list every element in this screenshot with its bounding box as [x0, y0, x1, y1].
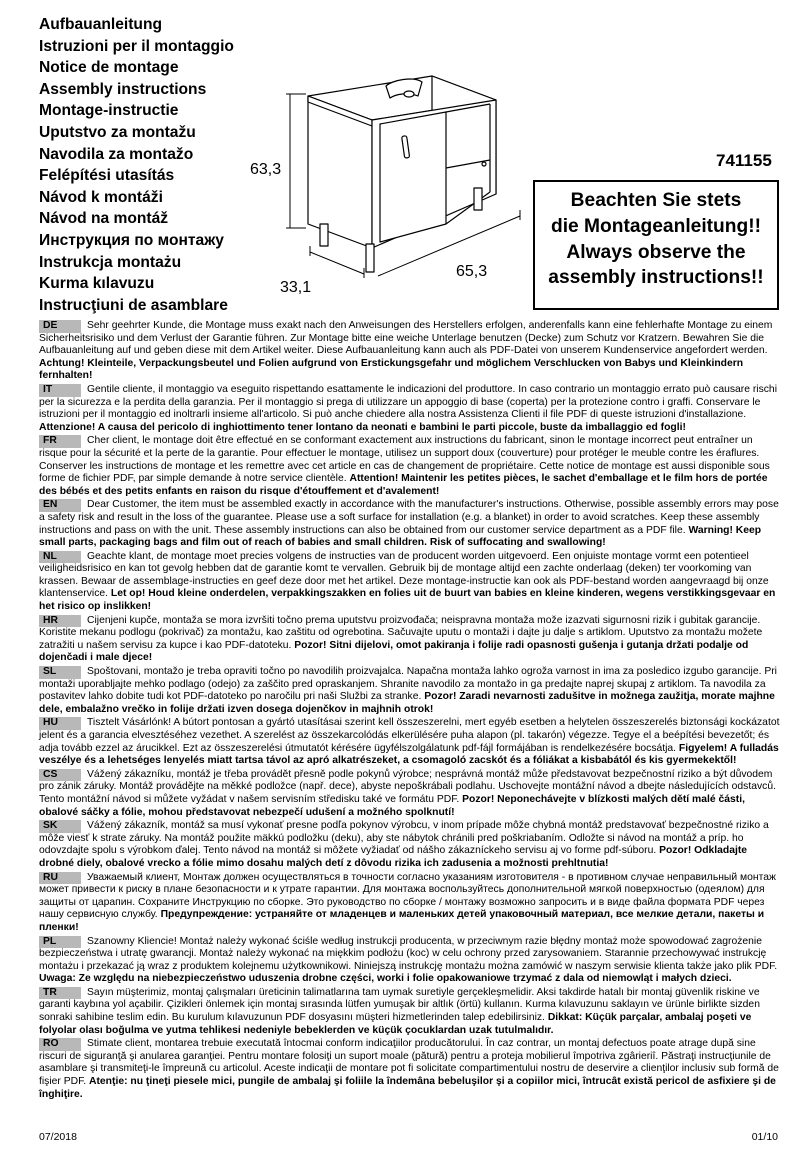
section-text: Szanowny Kliencie! Montaż należy wykonać ściśle według instrukcji producenta, w przeciwnym razie błędny montaż może spowodować zagrożenie bezpieczeństwa i utratę gwarancji. Montaż należy wykonać na miękkim podłożu (koc) w celu ochrony przed zarysowaniem. Starannie przechowywać instrukcję montażu i przekazać ją wraz z produktem kolejnemu użytkownikowi. Niniejszą instrukcję montażu można zamówić w naszym serwisie klienta także jako plik PDF.: [39, 935, 778, 972]
lang-tag: RO: [39, 1038, 81, 1051]
section-warning: Uwaga: Ze względu na niebezpieczeństwo uduszenia drobne części, worki i folie opakowaniowe trzymać z dala od niemowląt i małych dzieci.: [39, 973, 732, 985]
section-text: Tisztelt Vásárlónk! A bútort pontosan a gyártó utasításai szerint kell összeszerelni, mert egyéb esetben a helytelen összeszerelés biztonsági kockázatot jelent és a garancia elvesztéséhez vezethet. A szerelést az összekarcolódás elkerülésére puha alapon (pl. takarón) végezze. Tegye el a beépítési bevezetőt; és adja tovább ezzel az árucikkel. Ezt az összeszerelési útmutatót kérésére ügyfélszolgálatunk pdf-fájl formájában is rendelkezésére bocsátja.: [39, 717, 780, 754]
lang-tag: FR: [39, 435, 81, 448]
footer-date: 07/2018: [39, 1131, 77, 1143]
section-ro: [39, 1038, 781, 1101]
door: [380, 112, 446, 242]
notice-line: assembly instructions!!: [548, 267, 764, 289]
section-ru: [39, 872, 781, 935]
section-warning: Achtung! Kleinteile, Verpackungsbeutel und Folien aufgrund von Erstickungsgefahr und möglichem Verschlucken von Babys und Kleinkindern fernhalten!: [39, 357, 744, 382]
title-nl: Montage-instructie: [39, 102, 179, 120]
section-hr: [39, 615, 781, 665]
title-sk: Návod na montáž: [39, 210, 169, 228]
lang-tag: SK: [39, 820, 81, 833]
section-warning: Pozor! Neponechávejte v blízkosti malých dětí malé části, obalové sáčky a fólie, mohou představovat nebezpečí udušení a možného spolknutí!: [39, 793, 745, 818]
lang-tag: PL: [39, 936, 81, 949]
title-it: Istruzioni per il montaggio: [39, 37, 234, 55]
section-text: Cijenjeni kupče, montaža se mora izvršiti točno prema uputstvu proizvođača; neispravna montaža može izazvati sigurnosni rizik i gubitak garancije. Koristite mekanu podlogu (pokrivač) za montažu, kao zaštitu od ogrebotina. Sačuvajte uputu o montaži i dajte ju dalje s artiklom. Uputstvo za montažu možete zatražiti u našem servisu za kupce i kao PDF-datoteku.: [39, 614, 763, 651]
notice-box: [533, 180, 779, 310]
section-pl: [39, 936, 781, 986]
notice-line: die Montageanleitung!!: [551, 215, 761, 237]
section-warning: Attention! Maintenir les petites pièces, le sachet d'emballage et le film hors de portée des bébés et des petits enfants en raison du risque d'étouffement et d'avalement!: [39, 473, 768, 497]
section-sl: [39, 666, 781, 716]
section-warning: Предупреждение: устраняйте от младенцев и маленьких детей упаковочный материал, все мелкие детали, пакеты и пленки!: [39, 909, 765, 933]
section-text: Cher client, le montage doit être effectué en se conformant exactement aux instructions du fabricant, sinon le montage incorrect peut entraîner un risque pour la sécurité et la perte de la garantie. Pour effectuer le montage, utilisez un support doux (couverture) pour protéger le meuble contre les éraflures. Conserver les instructions de montage et les remettre avec cet article en cas de changement de propriétaire. Cette notice de montage est aussi disponible sous forme de fichier PDF, par simple demande à notre service clientèle.: [39, 435, 770, 485]
title-ru: Инструкция по монтажу: [39, 231, 224, 249]
title-sl: Navodila za montažo: [39, 145, 194, 163]
section-warning: Pozor! Zaradi nevarnosti zadušitve in možnega zaužitja, morate majhne dele, embalažno vrečko in folije držati izven dosega dojenčkov in majhnih otrok!: [39, 691, 775, 715]
lang-tag: HU: [39, 717, 81, 730]
section-text: Spoštovani, montažo je treba opraviti točno po navodilih proizvajalca. Napačna montaža lahko ogroža varnost in ima za posledico izgubo garancije. Pri montaži uporabljajte mehko podlago (odejo) za zaščito pred opraskanjem. Shranite navodilo za montažo in ga predajte naprej skupaj z artiklom. Ta navodila za postavitev lahko dobite tudi kot PDF-datoteko po naročilu pri naši Službi za stranke.: [39, 666, 777, 703]
lang-tag: CS: [39, 769, 81, 782]
lang-tag: RU: [39, 872, 81, 885]
section-text: Vážený zákazníku, montáž je třeba provádět přesně podle pokynů výrobce; nesprávná montáž může představovat bezpečnostní riziko a být důvodem pro zánik záruky. Montáž provádějte na měkké podložce (např. dece), abyste nepoškrábali podlahu. Uschovejte montážní návod a dbejte následujících odstavců. Tento montážní návod si můžete vyžádat v našem servisním středisku také ve formátu PDF.: [39, 768, 776, 805]
lang-tag: IT: [39, 384, 81, 397]
section-text: Dear Customer, the item must be assembled exactly in accordance with the manufacturer's instructions. Otherwise, possible assembly errors may pose a safety risk and result in the loss of the guarantee. Please use a soft surface for installation (e.g. a blanket) in order to avoid scratches. Keep these assembly instructions and pass on with the unit. These assembly instructions can also be obtained from our customer service department as a PDF file.: [39, 499, 779, 536]
section-warning: Atenţie: nu ţineţi piesele mici, pungile de ambalaj şi foliile la îndemâna bebeluşilor şi a copiilor mici, întrucât există pericol de asfixiere şi de înghiţire.: [39, 1076, 776, 1100]
title-hr: Uputstvo za montažu: [39, 123, 196, 141]
title-pl: Instrukcja montażu: [39, 253, 182, 271]
section-warning: Dikkat: Küçük parçalar, ambalaj poşeti ve folyolar olası boğulma ve yutma tehlikesi nedeniyle bebeklerden ve küçük çocuklardan uzak tutulmalıdır.: [39, 1012, 752, 1036]
section-sk: [39, 820, 781, 870]
section-text: Уважаемый клиент, Монтаж должен осуществляться в точности согласно указаниям изготовителя - в противном случае неправильный монтаж может привести к риску в плане безопасности и к утрате гарантии. Для монтажа воспользуйтесь дополнительной мягкой поверхностью (одеялом) для защиты от царапин. Сохраните Инструкцию по сборке. Это руководство по сборке / монтажу возможно запросить и в виде файла формата PDF через нашу сервисную службу.: [39, 871, 776, 921]
section-text: Vážený zákazník, montáž sa musí vykonať presne podľa pokynov výrobcu, v inom prípade môže chybná montáž predstavovať bezpečnostné riziko a môže viesť k strate záruky. Na montáž použite mäkkú podložku (deku), aby ste nábytok chránili pred poškriabaním. Odložte si návod na montáž a príp. ho odovzdajte spolu s výrobkom ďalej. Tento návod na montáž si môžete vyžiadať od nášho zákazníckeho servisu aj vo forme pdf-súboru.: [39, 820, 769, 857]
section-de: [39, 320, 781, 383]
title-en: Assembly instructions: [39, 80, 207, 98]
section-warning: Attenzione! A causa del pericolo di inghiottimento tener lontano da neonati e bambini le parti piccole, buste da imballaggio ed fogli!: [39, 421, 686, 433]
lang-tag: DE: [39, 320, 81, 333]
title-fr: Notice de montage: [39, 59, 179, 77]
section-nl: [39, 551, 781, 614]
title-cs: Návod k montáži: [39, 188, 163, 206]
section-en: [39, 499, 781, 549]
section-text: Gentile cliente, il montaggio va eseguito rispettando esattamente le indicazioni del produttore. In caso contrario un montaggio errato può causare rischi per la sicurezza e la perdita della garanzia. Per il montaggio si prega di utilizzare un appoggio di base (coperta) per la protezione contro i graffi. Conservare le istruzioni per il montaggio ed inoltrarli insieme all'articolo. Si può anche chiedere alla nostra Assistenza Clienti il file PDF di queste istruzioni d'installazione.: [39, 383, 777, 421]
section-text: Geachte klant, de montage moet precies volgens de instructies van de producent worden uitgevoerd. Een onjuiste montage vormt een potentieel veiligheidsrisico en kan tot gevolg hebben dat de garantie komt te vervallen. Gebruik bij de montage altijd een zachte onderlaag (deken) ter voorkoming van krassen. Bewaar de assemblage-instructies en geef deze door met het artikel. Deze montage-instructie kan ook als PDF-bestand worden aangevraagd bij onze klantenservice.: [39, 550, 769, 600]
section-warning: Warning! Keep small parts, packaging bags and film out of reach of babies and small children. Risk of suffocating and swallowing!: [39, 524, 762, 549]
section-text: Sehr geehrter Kunde, die Montage muss exakt nach den Anweisungen des Herstellers erfolgen, anderenfalls kann eine fehlerhafte Montage zu einem Sicherheitsrisiko und dem Verlust der Garantie führen. Zur Montage bitte eine weiche Unterlage benutzen (Decke) zum Schutz vor Kratzern. Bewahren Sie die Aufbauanleitung auf und geben diese mit dem Artikel weiter. Diese Aufbauanleitung kann auch als PDF-Datei von unserem Kundenservice angefordert werden.: [39, 320, 773, 357]
title-ro: Instrucţiuni de asamblare: [39, 296, 228, 314]
width-label: 65,3: [456, 263, 488, 280]
article-number: 741155: [716, 151, 772, 170]
section-it: [39, 384, 781, 434]
lang-tag: SL: [39, 666, 81, 679]
section-text: Stimate client, montarea trebuie executată întocmai conform indicaţiilor producătorului. În caz contrar, un montaj defectuos poate atrage după sine riscuri de siguranţă şi anularea garanţiei. Pentru montare folosiţi un suport moale (pătură) pentru a proteja mobilierul împotriva zgârieriî. Păstraţi instrucţiunile de asamblare şi transmiteţi-le împreună cu articolul. Aceste indicaţii de montare pot fi solicitate compartimentului nostru de deservire a clienţilor inclusiv sub formă de fişier PDF.: [39, 1038, 779, 1088]
lang-tag: NL: [39, 551, 81, 564]
title-block: [39, 14, 282, 316]
title-tr: Kurma kılavuzu: [39, 275, 155, 293]
section-text: Sayın müşterimiz, montaj çalışmaları üreticinin talimatlarına tam uymak suretiyle gerçekleşmelidir. Aksi takdirde hatalı bir montaj güvenlik riskine ve garanti kaybına yol açabilir. Çizikleri önlemek için montaj sırasında lütfen yumuşak bir altlık (örtü) kullanın. Kurma kılavuzunu saklayın ve ürünle birlikte sizden sonraki sahibine teslim edin. Bu kurulum kılavuzunun PDF dosyasını müşteri hizmetlerinden talep edebilirsiniz.: [39, 986, 760, 1024]
section-tr: [39, 987, 781, 1037]
section-warning: Figyelem! A fulladás veszélye és a lehetséges lenyelés miatt tartsa távol az apró alkatrészeket, a csomagoló zacskót és a fóliákat a kisbabától és kis gyermekektől!: [39, 742, 779, 767]
leg: [320, 224, 328, 246]
section-warning: Pozor! Sitni dijelovi, omot pakiranja i folije radi opasnosti gušenja i gutanja držati podalje od dojenčadi i male djece!: [39, 639, 749, 664]
title-de: Aufbauanleitung: [39, 16, 163, 33]
leg: [474, 188, 482, 210]
cabinet-drawing: [246, 56, 530, 312]
section-cs: [39, 769, 781, 819]
lang-tag: HR: [39, 615, 81, 628]
depth-label: 33,1: [280, 279, 312, 296]
section-warning: Pozor! Odkladajte drobné diely, obalové vrecko a fólie mimo dosahu malých detí z dôvodu rizika ich zadusenia a možnosti prehltnutia!: [39, 845, 748, 869]
leg: [366, 244, 374, 272]
page-number: 01/10: [751, 1131, 778, 1143]
lang-tag: EN: [39, 499, 81, 512]
title-hu: Felépítési utasítás: [39, 167, 175, 185]
section-hu: [39, 717, 781, 767]
section-fr: [39, 435, 781, 498]
notice-line: Always observe the: [566, 241, 746, 263]
section-warning: Let op! Houd kleine onderdelen, verpakkingszakken en folies uit de buurt van babies en kleine kinderen, wegens verstikkingsgevaar en het risico op inslikken!: [39, 588, 776, 613]
lang-tag: TR: [39, 987, 81, 1000]
notice-line: Beachten Sie stets: [570, 190, 742, 211]
height-label: 63,3: [250, 161, 282, 178]
instruction-sections: [39, 320, 781, 1102]
